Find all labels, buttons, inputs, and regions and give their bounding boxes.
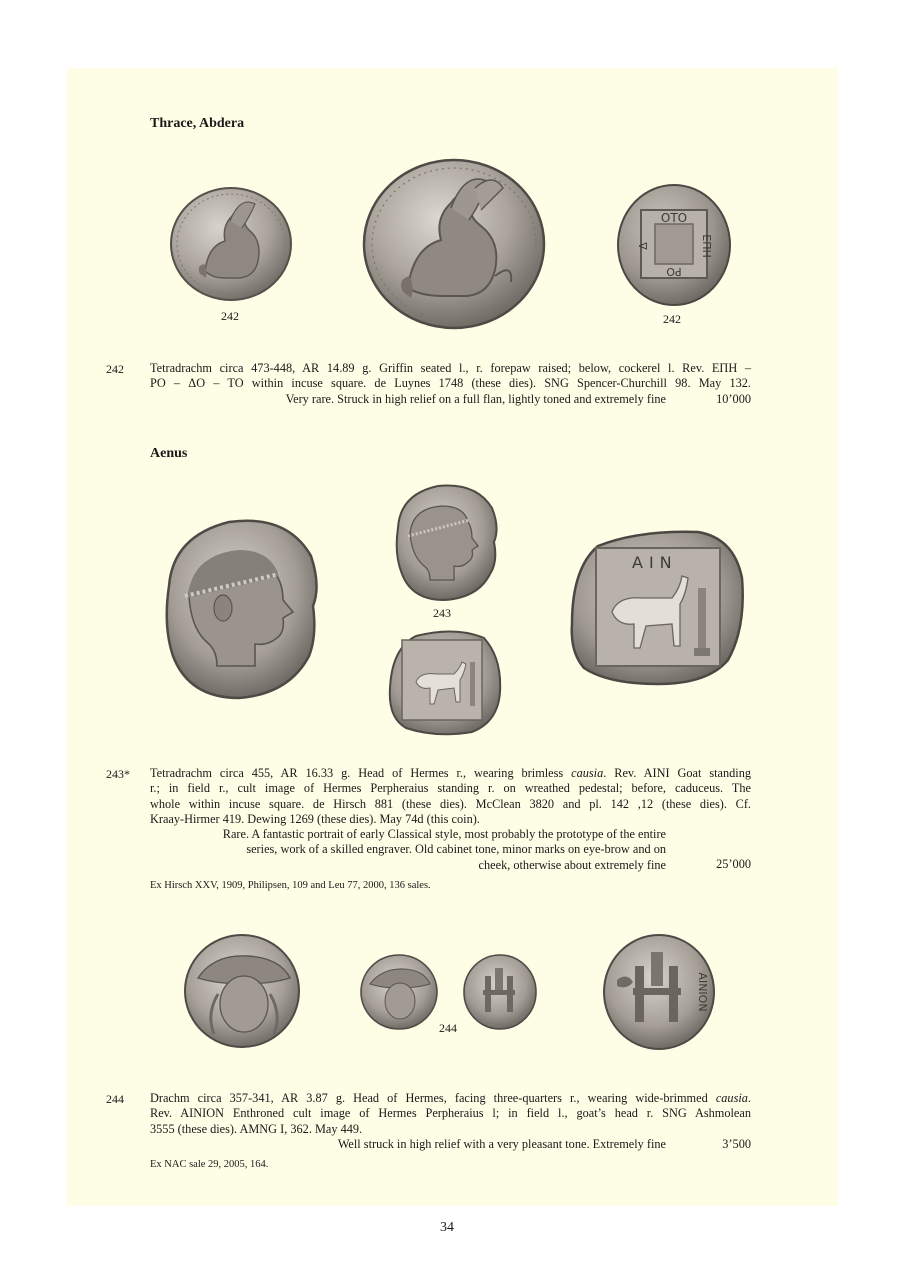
coin-243-inscription: ΑΙΝ <box>632 553 678 572</box>
coin-inscription-right: ΕΠΗ <box>700 234 713 258</box>
lot-condition-244: Well struck in high relief with a very pleasant tone. Extremely fine <box>337 1137 666 1151</box>
lot-number-242: 242 <box>106 362 124 376</box>
coin-243-reverse-large-image <box>568 528 746 686</box>
description-line: Tetradrachm circa 473-448, AR 14.89 g. Griffin seated l., r. forepaw raised; below, cockerel l. Rev. ΕΠΗ – <box>150 361 751 375</box>
description-line: Kraay-Hirmer 419. Dewing 1269 (these dies). May 74d (this coin). <box>150 811 480 826</box>
lot-description-243 <box>150 766 751 827</box>
lot-description-244 <box>150 1091 751 1137</box>
coin-244-reverse-small-image <box>463 954 537 1030</box>
lot-estimate-242: 10’000 <box>716 392 751 406</box>
description-line: whole within incuse square. de Hirsch 881 (these dies). McClean 3820 and pl. 142 ,12 (these dies). Cf. <box>150 796 751 811</box>
coin-inscription-left: Δ <box>637 242 650 250</box>
coin-inscription-top: ΟΤΟ <box>660 211 688 225</box>
coin-inscription-bottom: ΡΟ <box>666 265 682 278</box>
coin-242-obverse-large-image <box>363 158 547 330</box>
description-line: 3555 (these dies). AMNG I, 362. May 449. <box>150 1121 363 1136</box>
page-number: 34 <box>440 1220 454 1235</box>
lot-estimate-244: 3’500 <box>722 1137 751 1151</box>
lot-provenance-244: Ex NAC sale 29, 2005, 164. <box>150 1159 269 1170</box>
lot-estimate-243: 25’000 <box>716 857 751 871</box>
description-line: PO – ΔO – TO within incuse square. de Luynes 1748 (these dies). SNG Spencer-Churchill 98. May 132. <box>150 376 751 391</box>
condition-line: series, work of a skilled engraver. Old cabinet tone, minor marks on eye-brow and on <box>246 842 666 857</box>
image-label-242-a: 242 <box>221 309 239 323</box>
condition-line: cheek, otherwise about extremely fine <box>478 857 666 872</box>
lot-number-243: 243* <box>106 767 130 781</box>
coin-242-obverse-small-image <box>170 186 294 302</box>
lot-number-244: 244 <box>106 1092 124 1106</box>
coin-244-obverse-large-image <box>184 934 300 1048</box>
image-label-243: 243 <box>433 606 451 620</box>
description-line: Tetradrachm circa 455, AR 16.33 g. Head of Hermes r., wearing brimless causia. Rev. AINI Goat standing <box>150 766 751 780</box>
coin-244-inscription: ΑΙΝΙΟΝ <box>696 972 709 1012</box>
coin-243-obverse-small-image <box>392 482 500 602</box>
image-label-242-b: 242 <box>663 312 681 326</box>
coin-244-reverse-large-image <box>603 934 715 1050</box>
section-heading-aenus: Aenus <box>150 446 188 461</box>
lot-condition-243 <box>150 827 666 873</box>
image-label-244: 244 <box>439 1021 457 1035</box>
section-heading-abdera: Thrace, Abdera <box>150 116 245 131</box>
coin-243-obverse-large-image <box>159 516 321 700</box>
description-line: Rev. AINION Enthroned cult image of Hermes Perpheraius l; in field l., goat’s head r. SNG Ashmolean <box>150 1106 751 1121</box>
coin-242-reverse-image <box>617 184 733 306</box>
lot-condition-242: Very rare. Struck in high relief on a full flan, lightly toned and extremely fine <box>285 392 666 406</box>
description-line: Drachm circa 357-341, AR 3.87 g. Head of Hermes, facing three-quarters r., wearing wide-brimmed causia. <box>150 1091 751 1105</box>
description-line: r.; in field r., cult image of Hermes Perpheraius standing r. on wreathed pedestal; before, caduceus. The <box>150 781 751 796</box>
coin-243-reverse-small-image <box>386 628 504 736</box>
condition-line: Rare. A fantastic portrait of early Classical style, most probably the prototype of the entire <box>222 827 666 841</box>
lot-provenance-243: Ex Hirsch XXV, 1909, Philipsen, 109 and Leu 77, 2000, 136 sales. <box>150 880 431 891</box>
lot-description-242 <box>150 361 751 392</box>
coin-244-obverse-small-image <box>360 954 438 1030</box>
